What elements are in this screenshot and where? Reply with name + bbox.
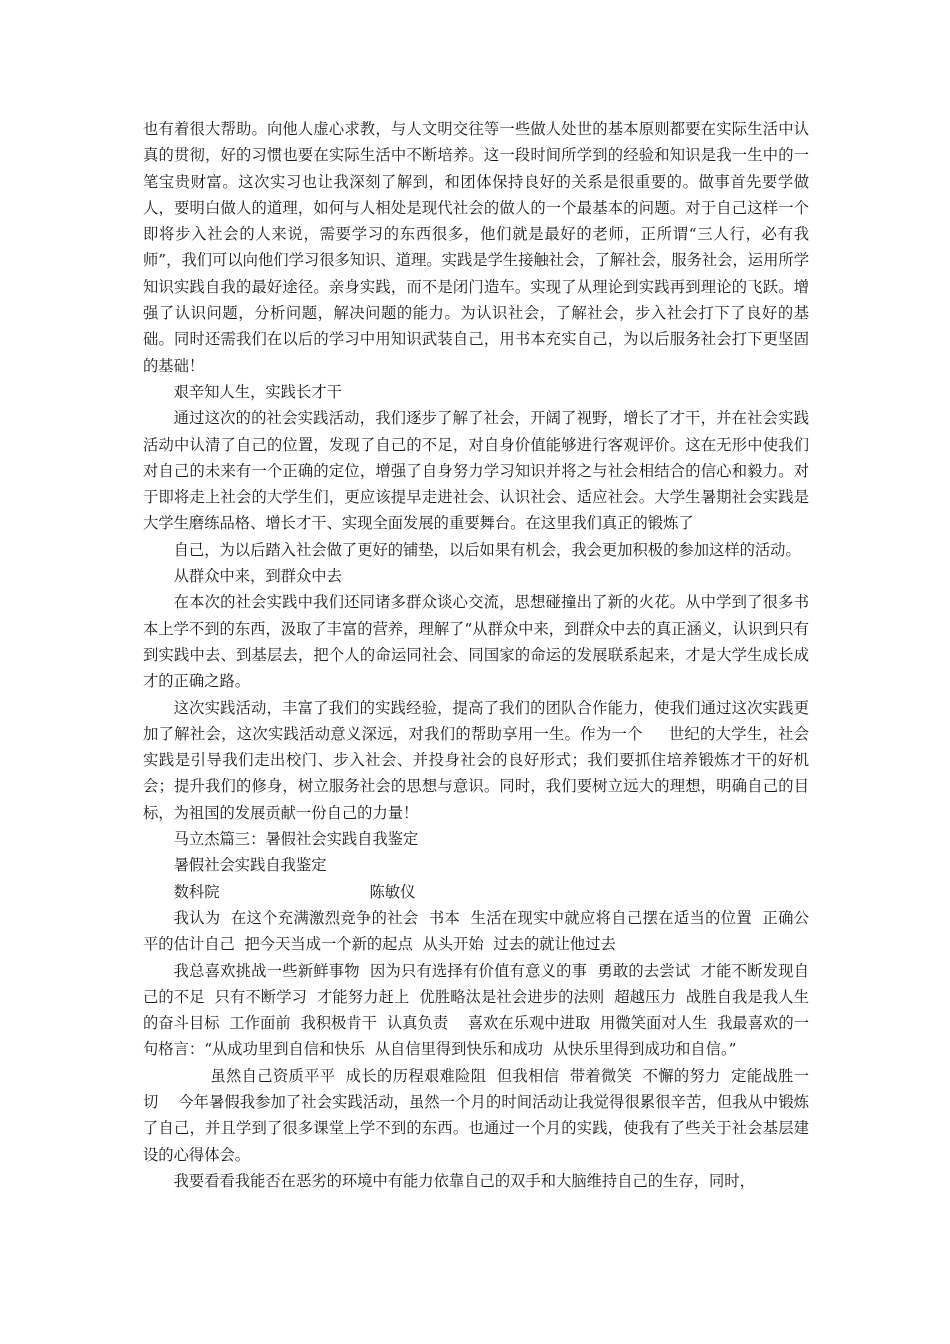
paragraph: 在本次的社会实践中我们还同诸多群众谈心交流，思想碰撞出了新的火花。从中学到了很多书本上学不到的东西，汲取了丰富的营养，理解了“从群众中来，到群众中去的真正涵义，认识到只有到实践中去、到基层去，把个人的命运同社会、同国家的命运的发展联系起来，才是大学生成长成才的正确之路。 [143, 593, 809, 691]
paragraph: 我要看看我能否在恶劣的环境中有能力依靠自己的双手和大脑维持自己的生存，同时， [173, 1171, 755, 1190]
paragraph: 通过这次的的社会实践活动，我们逐步了解了社会，开阔了视野，增长了才干，并在社会实践活动中认清了自己的位置，发现了自己的不足，对自身价值能够进行客观评价。这在无形中使我们对自己的未来有一个正确的定位，增强了自身努力学习知识并将之与社会相结合的信心和毅力。对于即将走上社会的大学生们，更应该提早走进社会、认识社会、适应社会。大学生暑期社会实践是大学生磨练品格、增长才干、实现全面发展的重要舞台。在这里我们真正的锻炼了 [143, 409, 809, 533]
department: 数科院 [173, 882, 220, 901]
paragraph: 这次实践活动，丰富了我们的实践经验，提高了我们的团队合作能力，使我们通过这次实践更加了解社会，这次实践活动意义深远，对我们的帮助享用一生。作为一个 世纪的大学生，社会实践是引导我们走出校门、步入社会、并投身社会的良好形式；我们要抓住培养锻炼才干的好机会；提升我们的修身，树立服务社会的思想与意识。同时，我们要树立远大的理想，明确自己的目标，为祖国的发展贡献一份自己的力量！ [143, 698, 809, 822]
document-body [143, 116, 809, 1194]
paragraph: 自己，为以后踏入社会做了更好的铺垫，以后如果有机会，我会更加积极的参加这样的活动。 [173, 540, 801, 559]
author-line [143, 879, 809, 905]
article-subtitle: 暑假社会实践自我鉴定 [173, 856, 327, 875]
author-name: 陈敏仪 [369, 882, 416, 901]
section-heading: 从群众中来，到群众中去 [173, 567, 342, 586]
paragraph: 我认为 在这个充满激烈竞争的社会 书本 生活在现实中就应将自己摆在适当的位置 正确公平的估计自己 把今天当成一个新的起点 从头开始 过去的就让他过去 [143, 908, 809, 954]
paragraph: 也有着很大帮助。向他人虚心求教，与人文明交往等一些做人处世的基本原则都要在实际生活中认真的贯彻，好的习惯也要在实际生活中不断培养。这一段时间所学到的经验和知识是我一生中的一笔宝贵财富。这次实习也让我深刻了解到，和团体保持良好的关系是很重要的。做事首先要学做人，要明白做人的道理，如何与人相处是现代社会的做人的一个最基本的问题。对于自己这样一个即将步入社会的人来说，需要学习的东西很多，他们就是最好的老师，正所谓“三人行，必有我师”，我们可以向他们学习很多知识、道理。实践是学生接触社会，了解社会，服务社会，运用所学知识实践自我的最好途径。亲身实践，而不是闭门造车。实现了从理论到实践再到理论的飞跃。增强了认识问题，分析问题，解决问题的能力。为认识社会，了解社会，步入社会打下了良好的基础。同时还需我们在以后的学习中用知识武装自己，用书本充实自己，为以后服务社会打下更坚固的基础！ [143, 120, 809, 375]
paragraph: 虽然自己资质平平 成长的历程艰难险阻 但我相信 带着微笑 不懈的努力 定能战胜一切 今年暑假我参加了社会实践活动，虽然一个月的时间活动让我觉得很累很辛苦，但我从中锻炼了自己，并且学到了很多课堂上学不到的东西。也通过一个月的实践，使我有了些关于社会基层建设的心得体会。 [143, 1066, 809, 1164]
article-title: 马立杰篇三：暑假社会实践自我鉴定 [173, 830, 419, 849]
paragraph: 我总喜欢挑战一些新鲜事物 因为只有选择有价值有意义的事 勇敢的去尝试 才能不断发现自己的不足 只有不断学习 才能努力赶上 优胜略汰是社会进步的法则 超越压力 战胜自我是我人生的奋斗目标 工作面前 我积极肯干 认真负责 喜欢在乐观中进取 用微笑面对人生 我最喜欢的一句格言：“从成功里到自信和快乐 从自信里得到快乐和成功 从快乐里得到成功和自信。” [143, 961, 809, 1059]
section-heading: 艰辛知人生，实践长才干 [173, 382, 342, 401]
